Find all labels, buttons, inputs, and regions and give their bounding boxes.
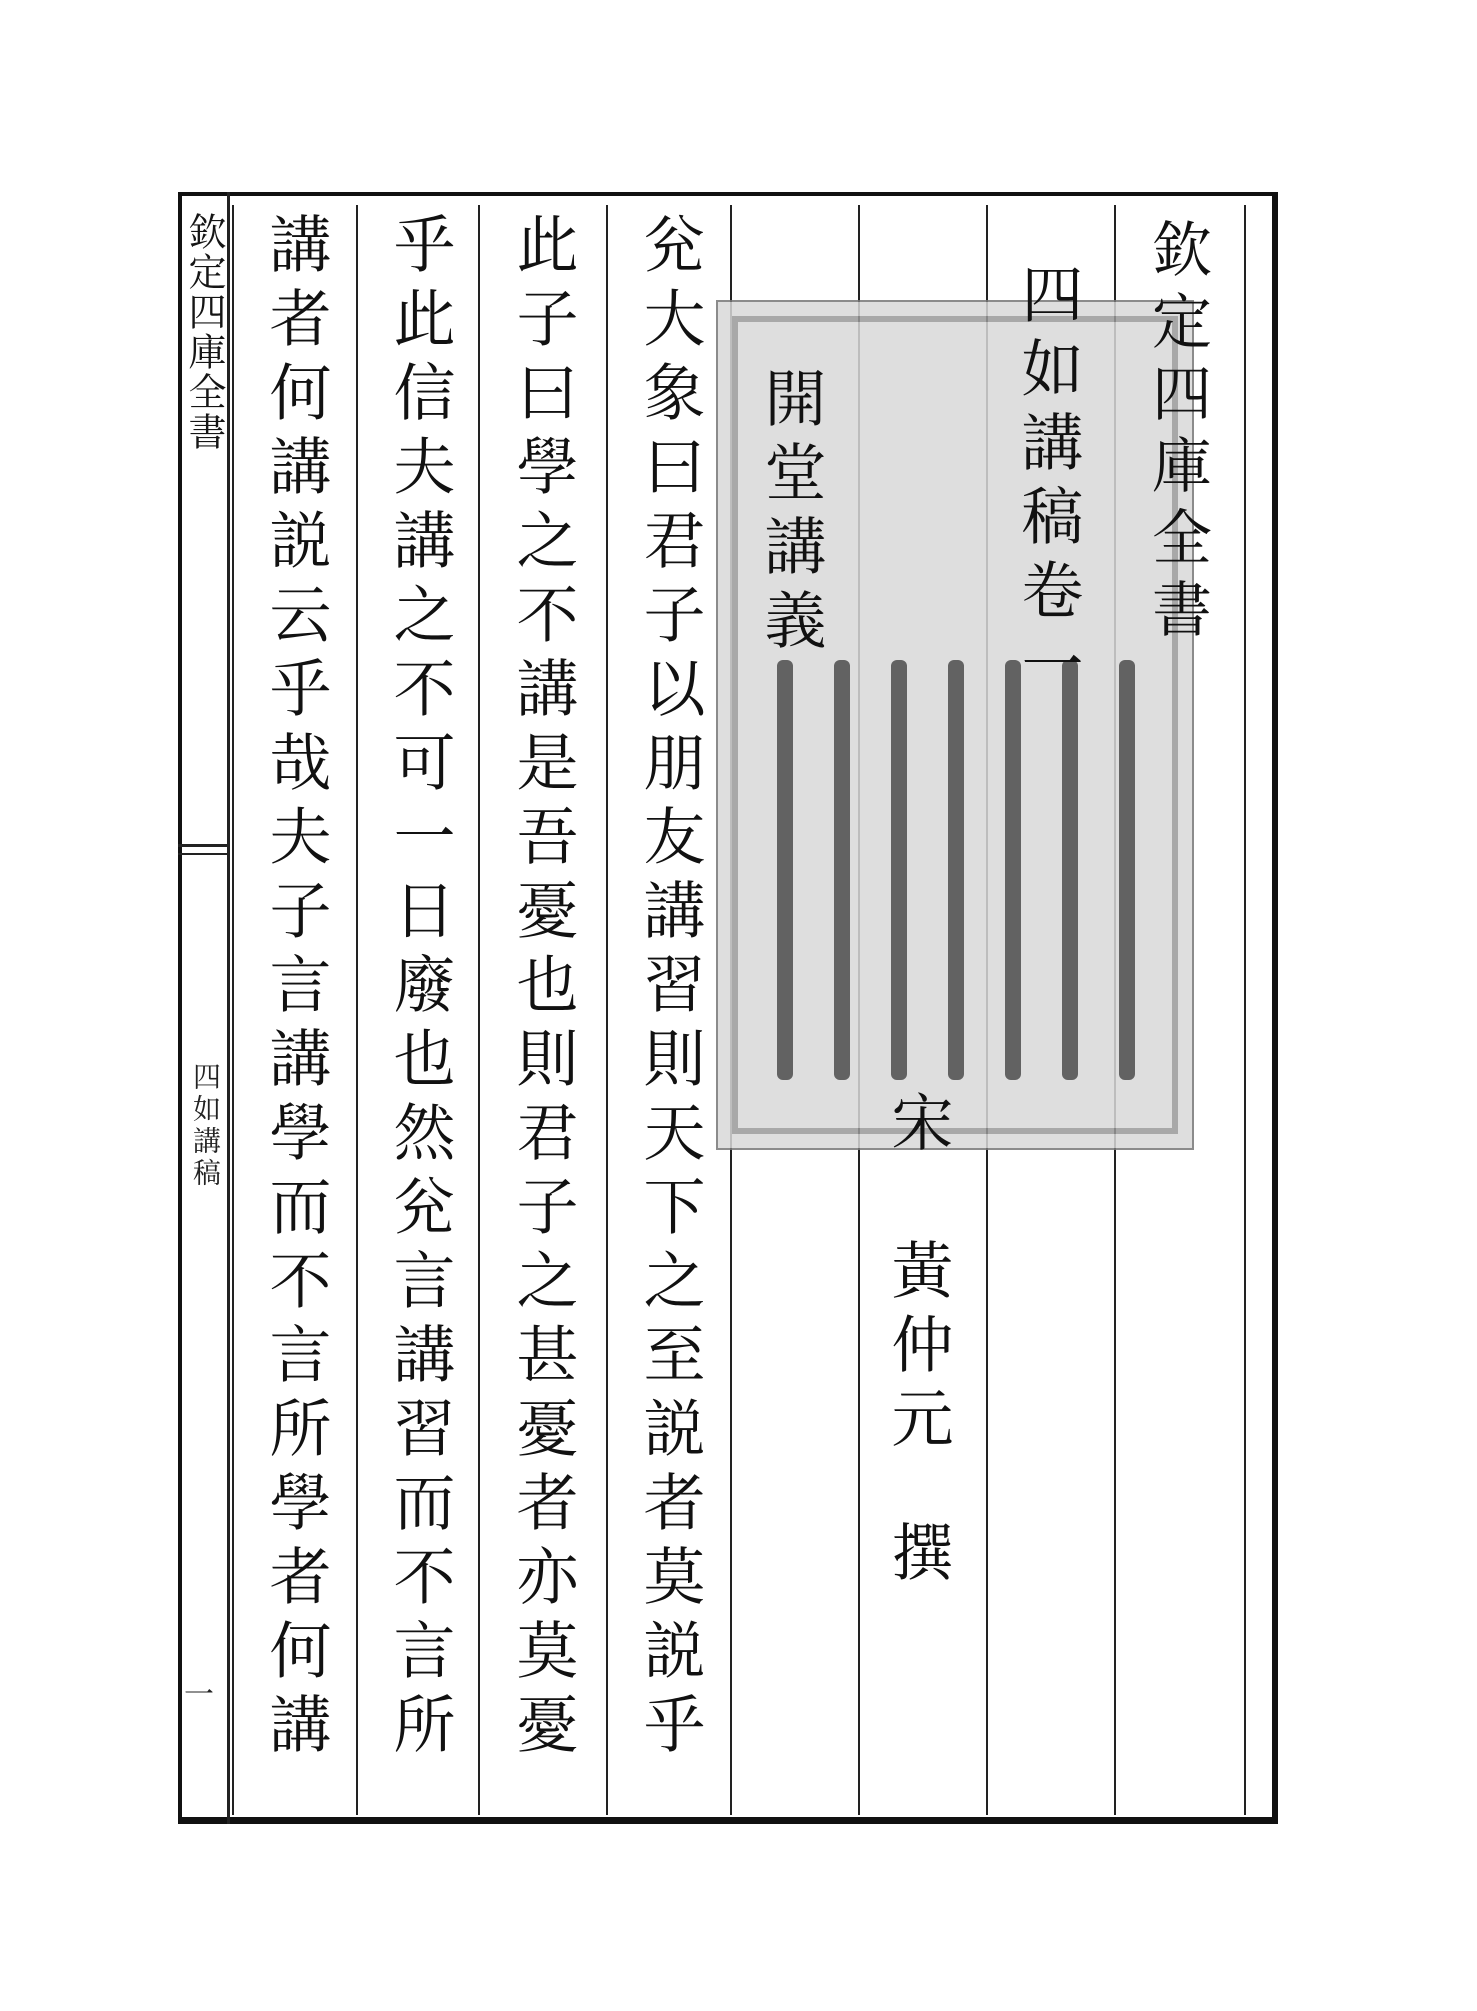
page-margin [178,192,230,1824]
volume-title: 四如講稿卷一 [1011,262,1084,706]
body-line-2: 此子曰學之不講是吾憂也則君子之甚憂者亦莫憂 [506,212,579,1766]
margin-divider [178,844,230,855]
byline-role: 撰 [881,1520,954,1594]
section-title: 開堂講義 [754,366,827,662]
column-rule [1244,205,1246,1815]
margin-book-title: 四如講稿 [189,1062,222,1190]
column-rule [478,205,480,1815]
body-line-3: 乎此信夫講之不可一日廢也然兊言講習而不言所 [383,212,456,1766]
collection-title: 欽定四庫全書 [1142,218,1212,650]
body-line-1: 兊大象曰君子以朋友講習則天下之至説者莫説乎 [633,212,706,1766]
byline-dynasty: 宋 [881,1090,954,1164]
byline-author: 黃仲元 [881,1238,954,1460]
column-rule [606,205,608,1815]
seal-glyphs [756,660,1156,1080]
column-rule [356,205,358,1815]
margin-collection-label: 欽定四庫全書 [182,212,226,452]
column-rule [232,205,234,1815]
body-line-4: 講者何講説云乎哉夫子言講學而不言所學者何講 [259,212,332,1766]
margin-folio-number: 一 [178,1678,213,1708]
